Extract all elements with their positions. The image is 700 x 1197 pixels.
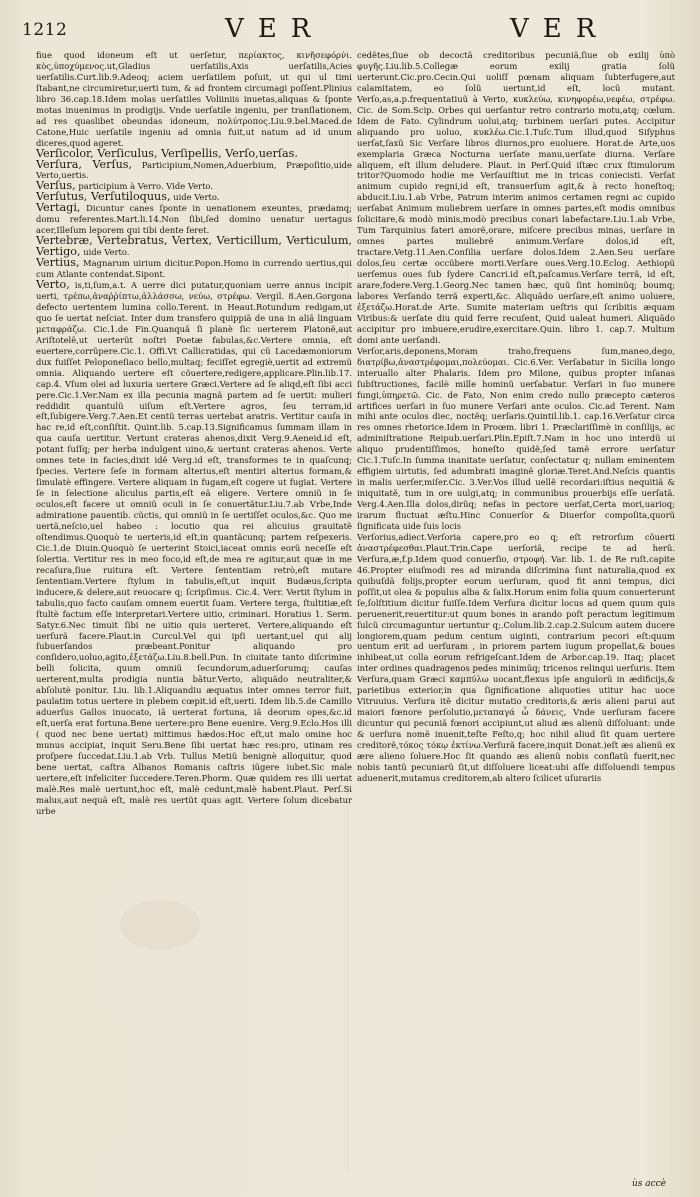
entry-headword: Verſicolor, Verſiculus, Verſipellis, Verſo,uerſas.: [36, 146, 298, 160]
right-column: [357, 50, 675, 1180]
entry-text: cedẽtes,ſiue ob decoctã creditoribus pecuniã,ſiue ob exilij ὑπὸ φυγῆς.Liu.lib.5.Collegæ eorum exilij gratia ſolũ uerterunt.Cic.pro.Cecin.Qui uoliſſ pœnam aliquam ſubterfugere,aut calamitatem, eo ſolũ uertunt,id eſt, locũ mutant. Verſo,as,a.p.frequentatiuũ à Verto, κυκλεύω, κινηφορέω,νεφέω, στρέφω. Cic. de Som.Scip. Orbes qui uerſantur retro contrario motu,atq; cœlum. Idem de Fato. Cylindrum uolui,atq; turbinem uerſari putes. Accipitur aliquando pro uoluo, κυκλέω.Cic.1.Tuſc.Tum illud,quod Siſyphus uerſat,ſaxũ Sic Verſare libros diurnos,pro euoluere. Horat.de Arte,uos exemplaria Græca Nocturna uerſate manu,uerſate diurna. Verſare aliquem, eſt illum deludere. Plaut. in Perſ.Quid iſtæc crux ſtimulorum tritor?Quomodo hodie me Verſauiſtiut me in tricas coniecisti. Verſat animum cupido regni,id eſt, transuerſum agit,& à recto honeſtoq; abducit.Liu.1.ab Vrbe, Patrum interim animos certamen regni ac cupido uerſabat Animum muliebrem uerſare in omnes partes,eſt modis omnibus ſolicitare,& modò minis,modò precibus conari labefactare.Liu.1.ab Vrbe, Tum Tarquinius fateri amorẽ,orare, miſcere precibus minas, uerſare in omnes partes muliebrẽ animum.Verſare dolos,id eſt, tractare.Vetg.11.Aen.Conſilia uerſare dolos.Idem 2.Aen.Seu uerſare dolos,ſeu certæ occũbere morti.Verſare oues.Verg.10.Eclog. Aethiopũ uerſemus oues ſub ſydere Cancri.id eſt,paſcamus.Verſare terrã, id eſt, arare,fodere.Verg.1.Georg.Nec tamen hæc, quũ ſint hominũq; boumq; labores Verſando terrã experti,&c. Aliquãdo uerſare,eſt animo uoluere, ἐξετάζω.Horat.de Arte. Sumite materiam ueſtris qui ſcribitis æquam Viribus:& uerſate diu quid ferre recuſent, Quid ualeat humeri. Aliquãdo accipitur pro imbuere,erudire,exercitare.Quin. libro 1. cap.7. Multum domi ante uerſandi.: [357, 50, 675, 345]
entry-text: Verſorius,adiect.Verſoria capere,pro eo q; eſt retrorſum cõuerti ἀναστρέφεσθαι.Plaut.Trin.Cape uerſoriã, recipe te ad herũ. Verſura,æ,f.p.Idem quod conuerſio, στροφή. Var. lib. 1. de Re ruſt.capite 46.Propter eiuſmodi res ad miranda diſcrimina ſunt naturalia,quod ex quibuſdã folijs,propter eorum uerſuram, quod fit anni tempus, dici poſſit,ut olea & populus alba & ſalix.Horum enim folia quum conuerterunt ſe,ſolſtitium dicitur fuiſſe.Idem Verſura dicitur locus ad quem quum quis peruenerit,reuertitur:ut quum bones in arando poſt peractum legitimum ſulcũ circumaguntur uertuntur q;.Colum.lib.2.cap.2.Sulcum autem ducere longiorem,quam pedum centum uiginti, contrarium pecori eſt:quum uentum erit ad uerſuram , in priorem partem iugum propellat,& boues inhibeat,ut colla eorum refrigeſcant.Idem de Arbor.cap.19. Itaq; placet inter ordines quadragenos pedes minimũq; tricenos relinqui uerſuris. Item Verſura,quam Græci καμπύλω uocant,flexus ipſe angulorũ in ædificijs,& parietibus exterior,in qua ſignificatione aliquoties utitur hac uoce Vitruuius. Verſura itẽ dicitur mutatio creditoris,& æris alieni parui aut maiori fœnore perſolutio,μεταπαγά ὦ δάνεις, Vnde uerſuram facere dicuntur qui pecuniã fœnori accipiunt,ut aliud æs alienũ diſſoluant: unde & uerſura nomẽ inuenit,teſte Feſto,q; hoc nihil aliud ſit quam uertere creditorẽ,τόκος τόκῳ ἐκτίνω.Verſurã facere,inquit Donat.)eſt æs alienũ ex ære alieno ſoluere.Hoc ſit quando æs alienũ nobis conflatũ fuerit,nec nobis tantũ pecuniarũ ſit,ut diſſoluere liceat:ubi aſſe diſſoluendi tempus aduenerit,mutamus creditorem,ab altero ſcilicet uſurariis: [357, 531, 675, 783]
entry: [36, 236, 352, 258]
entry-text: is,ti,ſum,a.t. A uerre dici putatur,quoniam uerre annus incipit uerti, τρέπω,ἀναῤῥίπτω,ἀλλάσσω, νεύω, στρέφω. Vergil. 8.Aen.Gorgona defecto uertentem lumina collo.Terent. in Heaut.Rotundum redigam,ut quo ſe uertat neſciat. Inter dum transfero quippiã de una in aliã linguam μεταφράζω. Cic.1.de Fin.Quanquã ſi planè ſic uerterem Platonẽ,aut Ariſtotelẽ,ut uerterũt noſtri Poetæ fabulas,&c.Vertere omnia, eſt euertere,corrũpere.Cic.1. Offi.Vt Callicratidas, qui cũ Lacedæmoniorum dux fuiſſet Peloponeſiaco bello,multaq; feciſſet egregiè,uertit ad extremũ omnia. Aliquando uertere eſt cõuertere,redigere,applicare.Plin.lib.17. cap.4. Vſum olei ad luxuria uertere Græci.Vertere ad ſe aliqd,eſt ſibi acci pere.Cic.1.Ver.Nam ex illa pecunia magnã partem ad ſe uertit: mulieri reddidit quantulũ uiſum eſt.Vertere agros, ſeu terram,id eſt,ſubigere.Verg.7.Aen.Et centũ terras uertebat aratris. Vertitur cauſa in hac re,id eſt,conſiſtit. Quint.lib. 5.cap.13.Significamus ſummam illam in qua cauſa uertitur. Vertunt crateras ahenos,dixit Verg.9.Aeneid.id eſt, potant ſuſſq; per herba indulgent uino,& uertunt crateras ahenos. Verte omnes tete in facies,dixit idẽ Verg.id eſt, transformes te in quaſcunq; ſpecies. Vertere ſeſe in formam alterius,eſt mentiri alterius formam,& ſimulatè effingere. Vertere aliquam in fugam,eſt cogere ut fugiat. Vertere ſe in ſelectione aliculus partis,eſt eã eligere. Vertere omniũ in ſe oculos,eſt facere ut omniũ oculi in ſe conuertãtur.Liu.7.ab Vrbe,Inde admiratione pauentib. cũctis, qui omniũ in ſe uertiſſet oculos,&c. Quo me uertã,neſcio,uel habeo : locutio qua rei alicuius grauitatẽ oſtendimus.Quoquò te uerteris,id eſt,in quantãcunq; partem reſpexeris. Cic.1.de Diuin.Quoquò ſe uerterint Stoici,iaceat omnis eorũ neceſſe eſt ſolertia. Vertitur res in meo foco,id eſt,de mea re agitur,aut quæ in me recaſura,ſiue ruitura eſt. Vertere ſententiam retrò,eſt mutare ſententiam.Vertere ſtylum in tabulis,eſt,ut inquit Budæus,ſcripta inducere,& delere,aut reuocare q; ſcripſimus. Cic.4. Verr. Vertit ſtylum in tabulis,quo facto cauſam omnem euertit ſuam. Vertere terga, ſtultitiæ,eſt ſtultè factum eſſe interpretari.Vertere uitio, criminari. Horatius 1. Serm. Satyr.6.Nec timuit ſibi ne uitio quis uerteret. Vertere,aliquando eſt uerſurã facere.Plaut.in Curcul.Vel qui ipſi uertant,uel qui alij ſubuerſandos præbeant.Ponitur aliquando pro conſidero,uoluo,agito,ἐξετάζω.Liu.8.bell.Pun. In ciuitate tanto diſcrimine belli ſolicita, quum omniũ ſecundorum,aduerſorumq; cauſas uerterent,multa prodigia nuntia bãtur.Verto, aliquãdo neutraliter,& abſolutè ponitur. Liu. lib.1.Aliquandiu æquatus inter omnes terror fuit, paulatim totus uertere in plebem cœpit.id eſt,uerti. Idem lib.5.de Camillo aduerſus Gallos inuocato, iã uerterat fortuna, iã deorum opes,&c.id eſt,uerſa erat fortuna.Bene uertere:pro Bene euenire. Verg.9.Eclo.Hos illi ( quod nec bene uertat) mittimus hædos:Hoc eſt,ut malo omine hoc munus accipiat, inquit Seru.Bene ſibi uertat hæc res:pro, utinam res proſpere ſuccedat.Liu.1.ab Vrb. Tullus Metiũ benignè alloquitur, quod bene uertat, caſtra Albanos Romanis caſtris iũgere iubet.Sic male uertere,eſt infeliciter ſuccedere.Teren.Phorm. Quæ quidem res illi uertat malè.Res malè uertunt,hoc eſt, malè cedunt,malè habent.Plaut. Perſ.Si malus,aut nequã eſt, malè res uertũt quas agit. Vertere ſolum dicebatur urbe: [36, 280, 352, 816]
entry: [36, 203, 352, 236]
entry: [36, 50, 352, 149]
header-guide-word-right: VER: [510, 14, 610, 44]
entry-headword: Vertagi,: [36, 201, 81, 215]
entry-headword: Verto,: [36, 278, 70, 292]
entry: [36, 258, 352, 280]
entry-text: Participium,Nomen,Aduerbium, Præpoſitio,uide Verto,uertis.: [36, 159, 352, 181]
entry-headword: Verſutus, Verſutiloquus,: [36, 190, 171, 204]
entry-headword: Vertius,: [36, 256, 80, 270]
entry: [357, 532, 675, 784]
page-number: 1212: [22, 20, 68, 40]
entry-headword: Verſura, Verſus,: [36, 157, 133, 171]
entry-headword: Verſus,: [36, 179, 76, 193]
header-guide-word-left: VER: [225, 14, 325, 44]
entry: [357, 50, 675, 346]
entry-text: fiue quod idoneum eſt ut uerſetur, περίακτος, κινῆσεφόρν̀ι. κὸς,ὑποχύμενος.ut,Gladius uerſatilis,Axis uerſatilis,Acies uerſatilis.Curt.lib.9.Adeoq; aciem uerſatilem poſuit, ut qui ul timi ſtabant,ne circumiretur,uerti tum, & ad frontem circumagi poſſent.Plinius libro 36.cap.18.Idem molas uerſatiles Voliiniis inuetas,aliquas & ſponte motas inuenimus in prodigijs. Vnde uerſatile ingeniu, per tranſlationem, ad res quaslibet obeundas idoneum, πολύτροπος.Liu.9.bel.Maced.de Catone,Huic uerſatile ingeniu ad omnia fuit,ut natum ad id unum diceres,quod ageret.: [36, 50, 352, 148]
entry-text: Dicuntur canes ſponte in uenationem exeuntes, prædamq; domu referentes.Mart.li.14.Non ſibi,ſed domino uenatur uertagus acer,Illeſum leporem qui tibi dente feret.: [36, 203, 352, 236]
entry-text: Verſor,aris,deponens,Moram traho,frequens ſum,maneo,dego, διατρίβω,ἀναστρέφομαι,πολεύομαι. Cic.6.Ver. Verſabatur in Sicilia longo interuallo alter Phalaris. Idem pro Milone, quibus propter inſanas ſubſtructiones, facilè mille hominũ uerſabatur. Verſari in ſuo munere fungi,ὑπηρετῶ. Cic. de Fato, Non enim credo nullo præcepto cæteros artifices uerſari in ſuo munere Verſari ante oculos. Cic.ad Terent. Nam mihi ante oculos diec, noctẽq; uerſaris.Quintil.lib.1. cap.16.Verſatur circa res omnes rhetorice.Idem in Proœm. libri 1. Præclariſſimè in conſilijs, ac adminiſtratione Reipub.uerſari.Plin.Epiſt.7.Nam in hoc uno interdũ ui aliquo prudentiſſimos, honeſto quidẽ,ſed tamẽ errore uerſatur Cic.1.Tuſc.In ſumma inanitate uerſatur, conſectatur q; nullam eminentem effigiem uirtutis, ſed adumbrati imaginẽ gloriæ.Teret.And.Neſcis quantis in malis uerſer,miſer.Cic. 3.Ver.Vos illud uellẽ recordari:iſtius nequitiã & iniquitatẽ, tum in ore uulgi,atq; in communibus prouerbijs eſſe uerſatã. Verg.4.Aen.Illa dolos,dirũq; nefas in pectore uerſat,Certa mori,uarioq; irarum fluctuat æſtu.Hinc Conuerſor & Diuerſor compoſita,quorũ ſignificata uide ſuis locis: [357, 345, 675, 531]
entry-text: Magnarum uirium dicitur.Popon.Homo in currendo uertius,qui cum Atlante contendat.Sipont.: [36, 258, 352, 280]
entry: [357, 346, 675, 532]
catchword: ùs accè: [631, 1179, 666, 1189]
entry-text: uide Verto.: [173, 192, 220, 203]
entry-headword: Vertebræ, Vertebratus, Vertex, Verticillum, Verticulum, Vertigo,: [36, 234, 352, 259]
entry: [36, 192, 352, 203]
left-column: [36, 50, 352, 1180]
entry: [36, 280, 352, 817]
entry-text: participium à Verro. Vide Verto.: [78, 181, 213, 192]
entry: [36, 157, 352, 182]
entry-text: uide Verto.: [83, 247, 130, 258]
running-header: [0, 14, 700, 54]
